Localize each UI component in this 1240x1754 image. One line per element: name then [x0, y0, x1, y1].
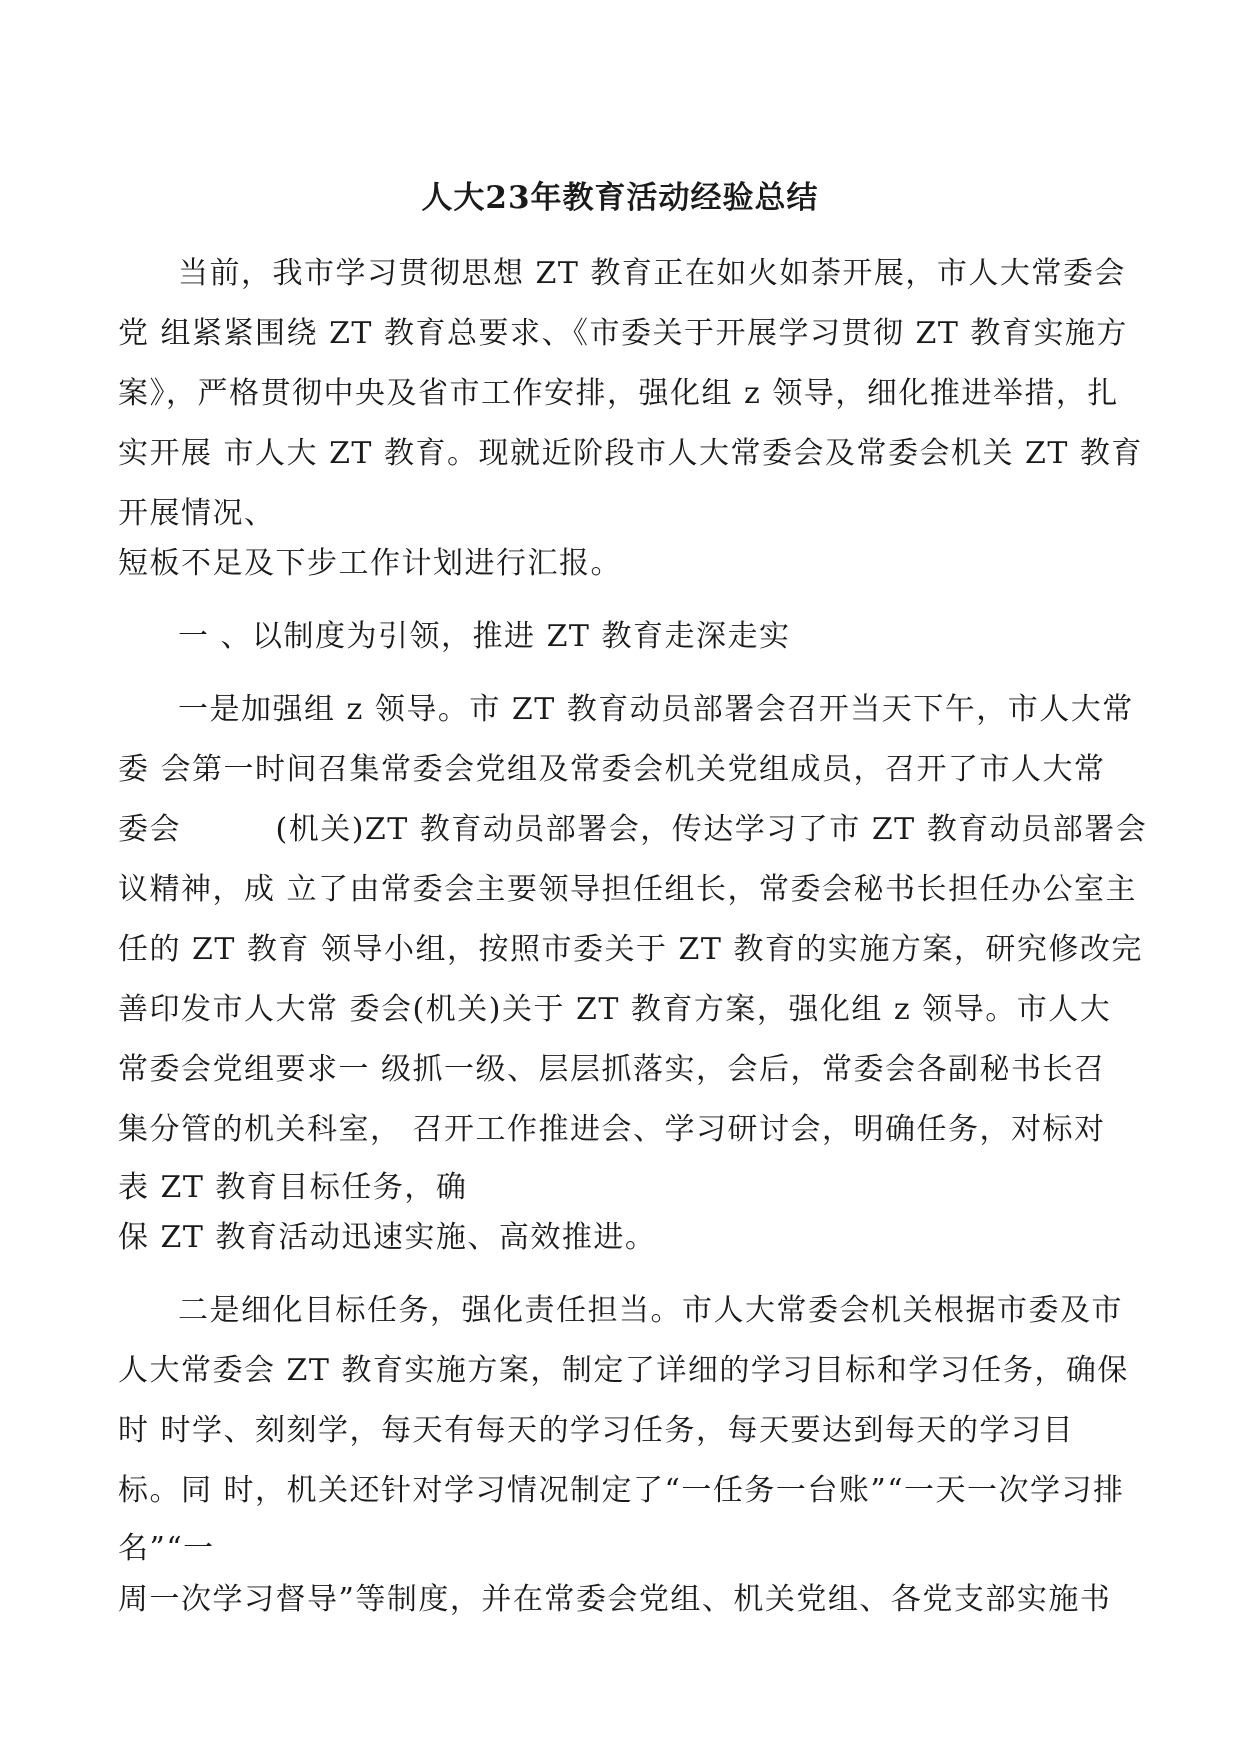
paragraph-line: 短板不足及下步工作计划进行汇报。: [118, 546, 622, 581]
paragraph-line: 实开展 市人大 ZT 教育。现就近阶段市人大常委会及常委会机关 ZT 教育: [118, 436, 1143, 471]
paragraph-line: 周一次学习督导”等制度，并在常委会党组、机关党组、各党支部实施书: [118, 1582, 1112, 1617]
paragraph-line: 标。同 时，机关还针对学习情况制定了“一任务一台账”“一天一次学习排: [118, 1473, 1125, 1508]
paragraph-line: 常委会党组要求一 级抓一级、层层抓落实，会后，常委会各副秘书长召: [118, 1052, 1106, 1087]
document-title: 人大23年教育活动经验总结: [421, 180, 819, 216]
paragraph-line: 一是加强组 z 领导。市 ZT 教育动员部署会召开当天下午，市人大常: [178, 692, 1134, 727]
paragraph-line: 委会 (机关)ZT 教育动员部署会，传达学习了市 ZT 教育动员部署会: [118, 812, 1148, 847]
section-heading: 一 、以制度为引领，推进 ZT 教育走深走实: [178, 619, 791, 654]
paragraph-line: 保 ZT 教育活动迅速实施、高效推进。: [118, 1220, 657, 1255]
paragraph-line: 任的 ZT 教育 领导小组，按照市委关于 ZT 教育的实施方案，研究修改完: [118, 932, 1143, 967]
paragraph-line: 人大常委会 ZT 教育实施方案，制定了详细的学习目标和学习任务，确保: [118, 1353, 1129, 1388]
paragraph-line: 善印发市人大常 委会(机关)关于 ZT 教育方案，强化组 z 领导。市人大: [118, 992, 1112, 1027]
paragraph-line: 二是细化目标任务，强化责任担当。市人大常委会机关根据市委及市: [178, 1293, 1123, 1328]
paragraph-line: 开展情况、: [118, 496, 276, 531]
paragraph-line: 集分管的机关科室， 召开工作推进会、学习研讨会，明确任务，对标对: [118, 1112, 1106, 1147]
paragraph-line: 议精神，成 立了由常委会主要领导担任组长，常委会秘书长担任办公室主: [118, 872, 1138, 907]
paragraph-line: 案》，严格贯彻中央及省市工作安排，强化组 z 领导，细化推进举措，扎: [118, 376, 1119, 411]
paragraph-line: 党 组紧紧围绕 ZT 教育总要求、《市委关于开展学习贯彻 ZT 教育实施方: [118, 316, 1128, 351]
paragraph-line: 时 时学、刻刻学，每天有每天的学习任务，每天要达到每天的学习目: [118, 1413, 1075, 1448]
paragraph-line: 名”“一: [118, 1531, 215, 1566]
paragraph-line: 表 ZT 教育目标任务，确: [118, 1170, 468, 1205]
paragraph-line: 委 会第一时间召集常委会党组及常委会机关党组成员，召开了市人大常: [118, 752, 1106, 787]
paragraph-line: 当前，我市学习贯彻思想 ZT 教育正在如火如荼开展，市人大常委会: [178, 256, 1126, 291]
